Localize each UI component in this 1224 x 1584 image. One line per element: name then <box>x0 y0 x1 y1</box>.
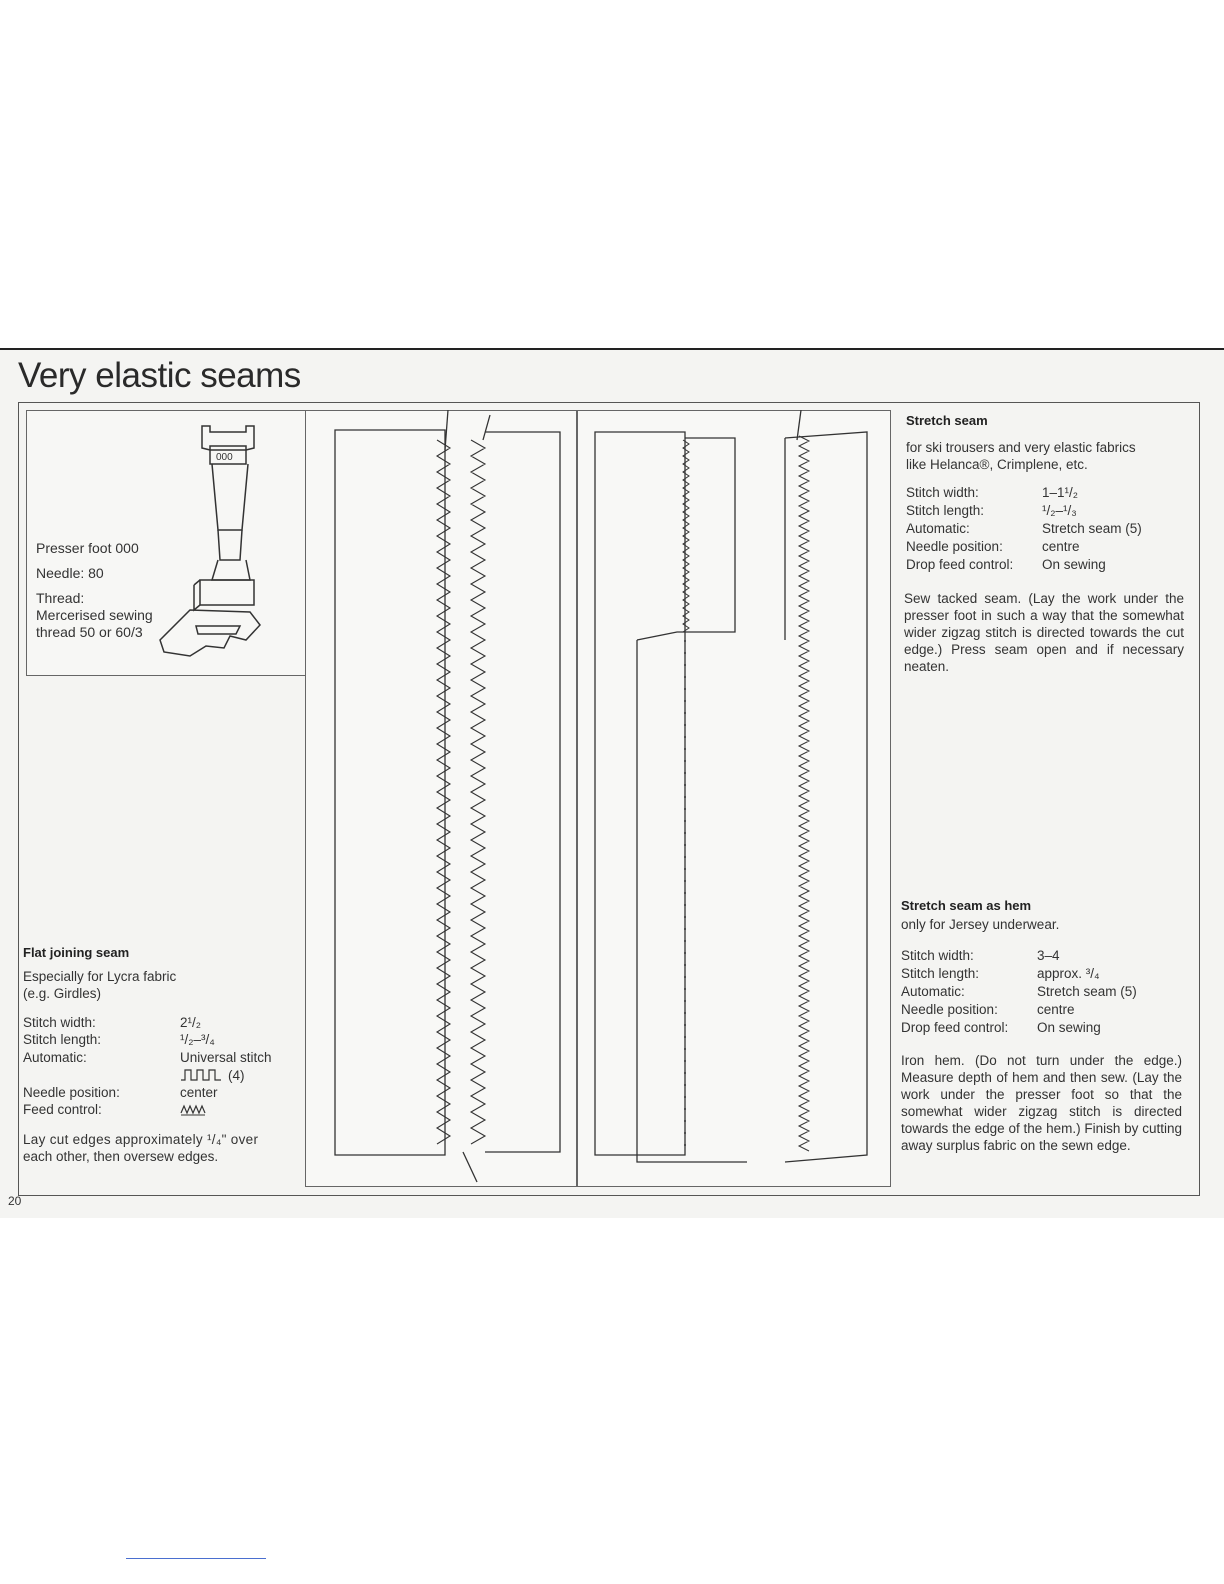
stretch-spec-value: 1–1¹/₂ <box>1042 485 1079 500</box>
feed-dog-icon <box>180 1104 206 1116</box>
stretch-spec-label: Drop feed control: <box>906 557 1014 572</box>
stretch-seam-note: Sew tacked seam. (Lay the work under the presser foot in such a way that the somewhat wider zigzag stitch is directed towards the cut edge.) Press seam open and if necessary neaten. <box>904 591 1184 674</box>
hem-spec-value: 3–4 <box>1037 948 1060 963</box>
hem-spec-value: centre <box>1037 1002 1075 1017</box>
thread-label: Thread: <box>36 590 85 606</box>
flat-spec-value: 2¹/₂ <box>180 1015 201 1030</box>
flat-spec-value: Universal stitch <box>180 1050 272 1065</box>
universal-stitch-icon <box>180 1068 224 1082</box>
stretch-spec-label: Stitch width: <box>906 485 979 500</box>
foot-marking: 000 <box>216 452 233 463</box>
stretch-seam-intro-1: for ski trousers and very elastic fabrics <box>906 440 1136 455</box>
flat-joining-heading: Flat joining seam <box>23 945 130 960</box>
flat-spec-label: Stitch length: <box>23 1032 102 1047</box>
flat-spec-label: Stitch width: <box>23 1015 96 1030</box>
presser-foot-label: Presser foot 000 <box>36 540 139 556</box>
thread-line-1: Mercerised sewing <box>36 607 153 623</box>
flat-joining-note-1: Lay cut edges approximately ¹/₄" over <box>23 1132 259 1147</box>
page-number: 20 <box>8 1194 22 1208</box>
stretch-spec-value: Stretch seam (5) <box>1042 521 1142 536</box>
hem-spec-label: Needle position: <box>901 1002 998 1017</box>
stretch-hem-heading: Stretch seam as hem <box>901 898 1032 913</box>
flat-spec-value: center <box>180 1085 218 1100</box>
stretch-spec-label: Stitch length: <box>906 503 985 518</box>
page-title: Very elastic seams <box>18 356 301 395</box>
flat-joining-intro-1: Especially for Lycra fabric <box>23 969 177 984</box>
stretch-spec-label: Needle position: <box>906 539 1003 554</box>
flat-seam-illustration <box>305 410 575 1185</box>
hem-spec-label: Automatic: <box>901 984 965 999</box>
flat-spec-value: ¹/₂–³/₄ <box>180 1032 215 1047</box>
stretch-seam-illustration <box>577 410 889 1185</box>
flat-spec-label: Feed control: <box>23 1102 102 1117</box>
hem-spec-label: Stitch width: <box>901 948 974 963</box>
stretch-spec-label: Automatic: <box>906 521 970 536</box>
footer-underline <box>126 1558 266 1559</box>
hem-spec-value: On sewing <box>1037 1020 1101 1035</box>
stretch-spec-value: On sewing <box>1042 557 1106 572</box>
flat-joining-intro-2: (e.g. Girdles) <box>23 986 102 1001</box>
stretch-hem-intro: only for Jersey underwear. <box>901 917 1060 932</box>
flat-spec-label: Needle position: <box>23 1085 120 1100</box>
stretch-hem-note: Iron hem. (Do not turn under the edge.) Measure depth of hem and then sew. (Lay the work under the presser foot so that the somewhat wider zigzag stitch is directed towards the edge of the hem.) Finish by cutting away surplus fabric on the sewn edge. <box>901 1053 1182 1153</box>
flat-joining-note-2: each other, then oversew edges. <box>23 1149 219 1164</box>
thread-line-2: thread 50 or 60/3 <box>36 624 143 640</box>
presser-foot-icon <box>150 420 270 665</box>
top-rule <box>0 348 1224 350</box>
hem-spec-label: Drop feed control: <box>901 1020 1009 1035</box>
stretch-spec-value: centre <box>1042 539 1080 554</box>
flat-spec-value: (4) <box>228 1068 245 1083</box>
needle-label: Needle: 80 <box>36 565 104 581</box>
hem-spec-label: Stitch length: <box>901 966 980 981</box>
stretch-seam-intro-2: like Helanca®, Crimplene, etc. <box>906 457 1088 472</box>
hem-spec-value: Stretch seam (5) <box>1037 984 1137 999</box>
hem-spec-value: approx. ³/₄ <box>1037 966 1100 981</box>
stretch-spec-value: ¹/₂–¹/₃ <box>1042 503 1077 518</box>
flat-spec-label: Automatic: <box>23 1050 87 1065</box>
stretch-seam-heading: Stretch seam <box>906 413 988 428</box>
